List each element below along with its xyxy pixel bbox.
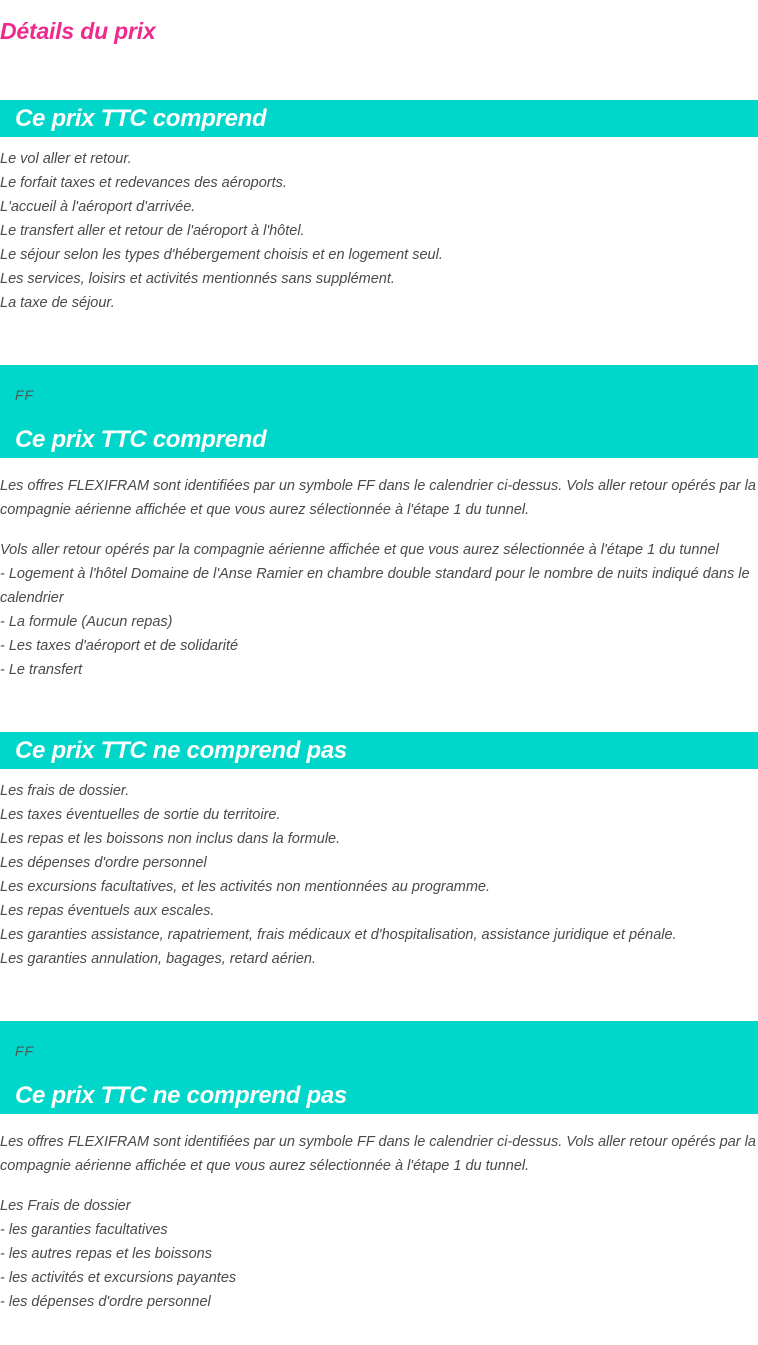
list-item: Le transfert aller et retour de l'aéroport à l'hôtel. [0, 223, 305, 239]
list-item: L'accueil à l'aéroport d'arrivée. [0, 199, 196, 215]
list-item: Les excursions facultatives, et les activités non mentionnées au programme. [0, 879, 491, 895]
list-item: Les frais de dossier. [0, 783, 130, 799]
ff-included-list [0, 538, 758, 682]
section-heading: Ce prix TTC comprend [15, 105, 267, 132]
list-item: - les garanties facultatives [0, 1222, 168, 1238]
list-item: La taxe de séjour. [0, 295, 115, 311]
section-header-ff-included [0, 365, 758, 458]
included-list [0, 147, 443, 315]
ff-intro-paragraph: Les offres FLEXIFRAM sont identifiées par un symbole FF dans le calendrier ci-dessus. Vols aller retour opérés par la compagnie aérienne affichée et que vous aurez sélectionnée à l'étape 1 du tunnel. [0, 1134, 756, 1174]
list-item: Vols aller retour opérés par la compagnie aérienne affichée et que vous aurez sélectionnée à l'étape 1 du tunnel [0, 542, 719, 558]
list-item: Le séjour selon les types d'hébergement choisis et en logement seul. [0, 247, 443, 263]
list-item: Les taxes éventuelles de sortie du territoire. [0, 807, 281, 823]
list-item: Les services, loisirs et activités mentionnés sans supplément. [0, 271, 395, 287]
list-item: Les repas et les boissons non inclus dans la formule. [0, 831, 341, 847]
section-header-ff-not-included [0, 1021, 758, 1114]
ff-not-included-list [0, 1194, 236, 1314]
list-item: Les repas éventuels aux escales. [0, 903, 215, 919]
list-item: Les Frais de dossier [0, 1198, 131, 1214]
list-item: Les garanties annulation, bagages, retard aérien. [0, 951, 316, 967]
list-item: - Les taxes d'aéroport et de solidarité [0, 638, 239, 654]
section-heading: Ce prix TTC ne comprend pas [15, 1082, 347, 1109]
list-item: Les dépenses d'ordre personnel [0, 855, 207, 871]
ff-intro-paragraph: Les offres FLEXIFRAM sont identifiées par un symbole FF dans le calendrier ci-dessus. Vols aller retour opérés par la compagnie aérienne affichée et que vous aurez sélectionnée à l'étape 1 du tunnel. [0, 478, 756, 518]
list-item: Le forfait taxes et redevances des aéroports. [0, 175, 287, 191]
section-heading: Ce prix TTC comprend [15, 426, 267, 453]
not-included-list [0, 779, 677, 971]
list-item: Le vol aller et retour. [0, 151, 132, 167]
ff-tag: FF [15, 1043, 35, 1059]
list-item: - les dépenses d'ordre personnel [0, 1294, 211, 1310]
list-item: - les activités et excursions payantes [0, 1270, 237, 1286]
list-item: - les autres repas et les boissons [0, 1246, 212, 1262]
list-item: Les garanties assistance, rapatriement, frais médicaux et d'hospitalisation, assistance juridique et pénale. [0, 927, 677, 943]
list-item: - La formule (Aucun repas) [0, 614, 173, 630]
section-header-not-included [0, 732, 758, 769]
list-item: - Logement à l'hôtel Domaine de l'Anse Ramier en chambre double standard pour le nombre de nuits indiqué dans le calendrier [0, 566, 750, 606]
list-item: - Le transfert [0, 662, 83, 678]
section-header-included [0, 100, 758, 137]
page-title: Détails du prix [0, 18, 156, 44]
section-heading: Ce prix TTC ne comprend pas [15, 737, 347, 764]
ff-tag: FF [15, 387, 35, 403]
